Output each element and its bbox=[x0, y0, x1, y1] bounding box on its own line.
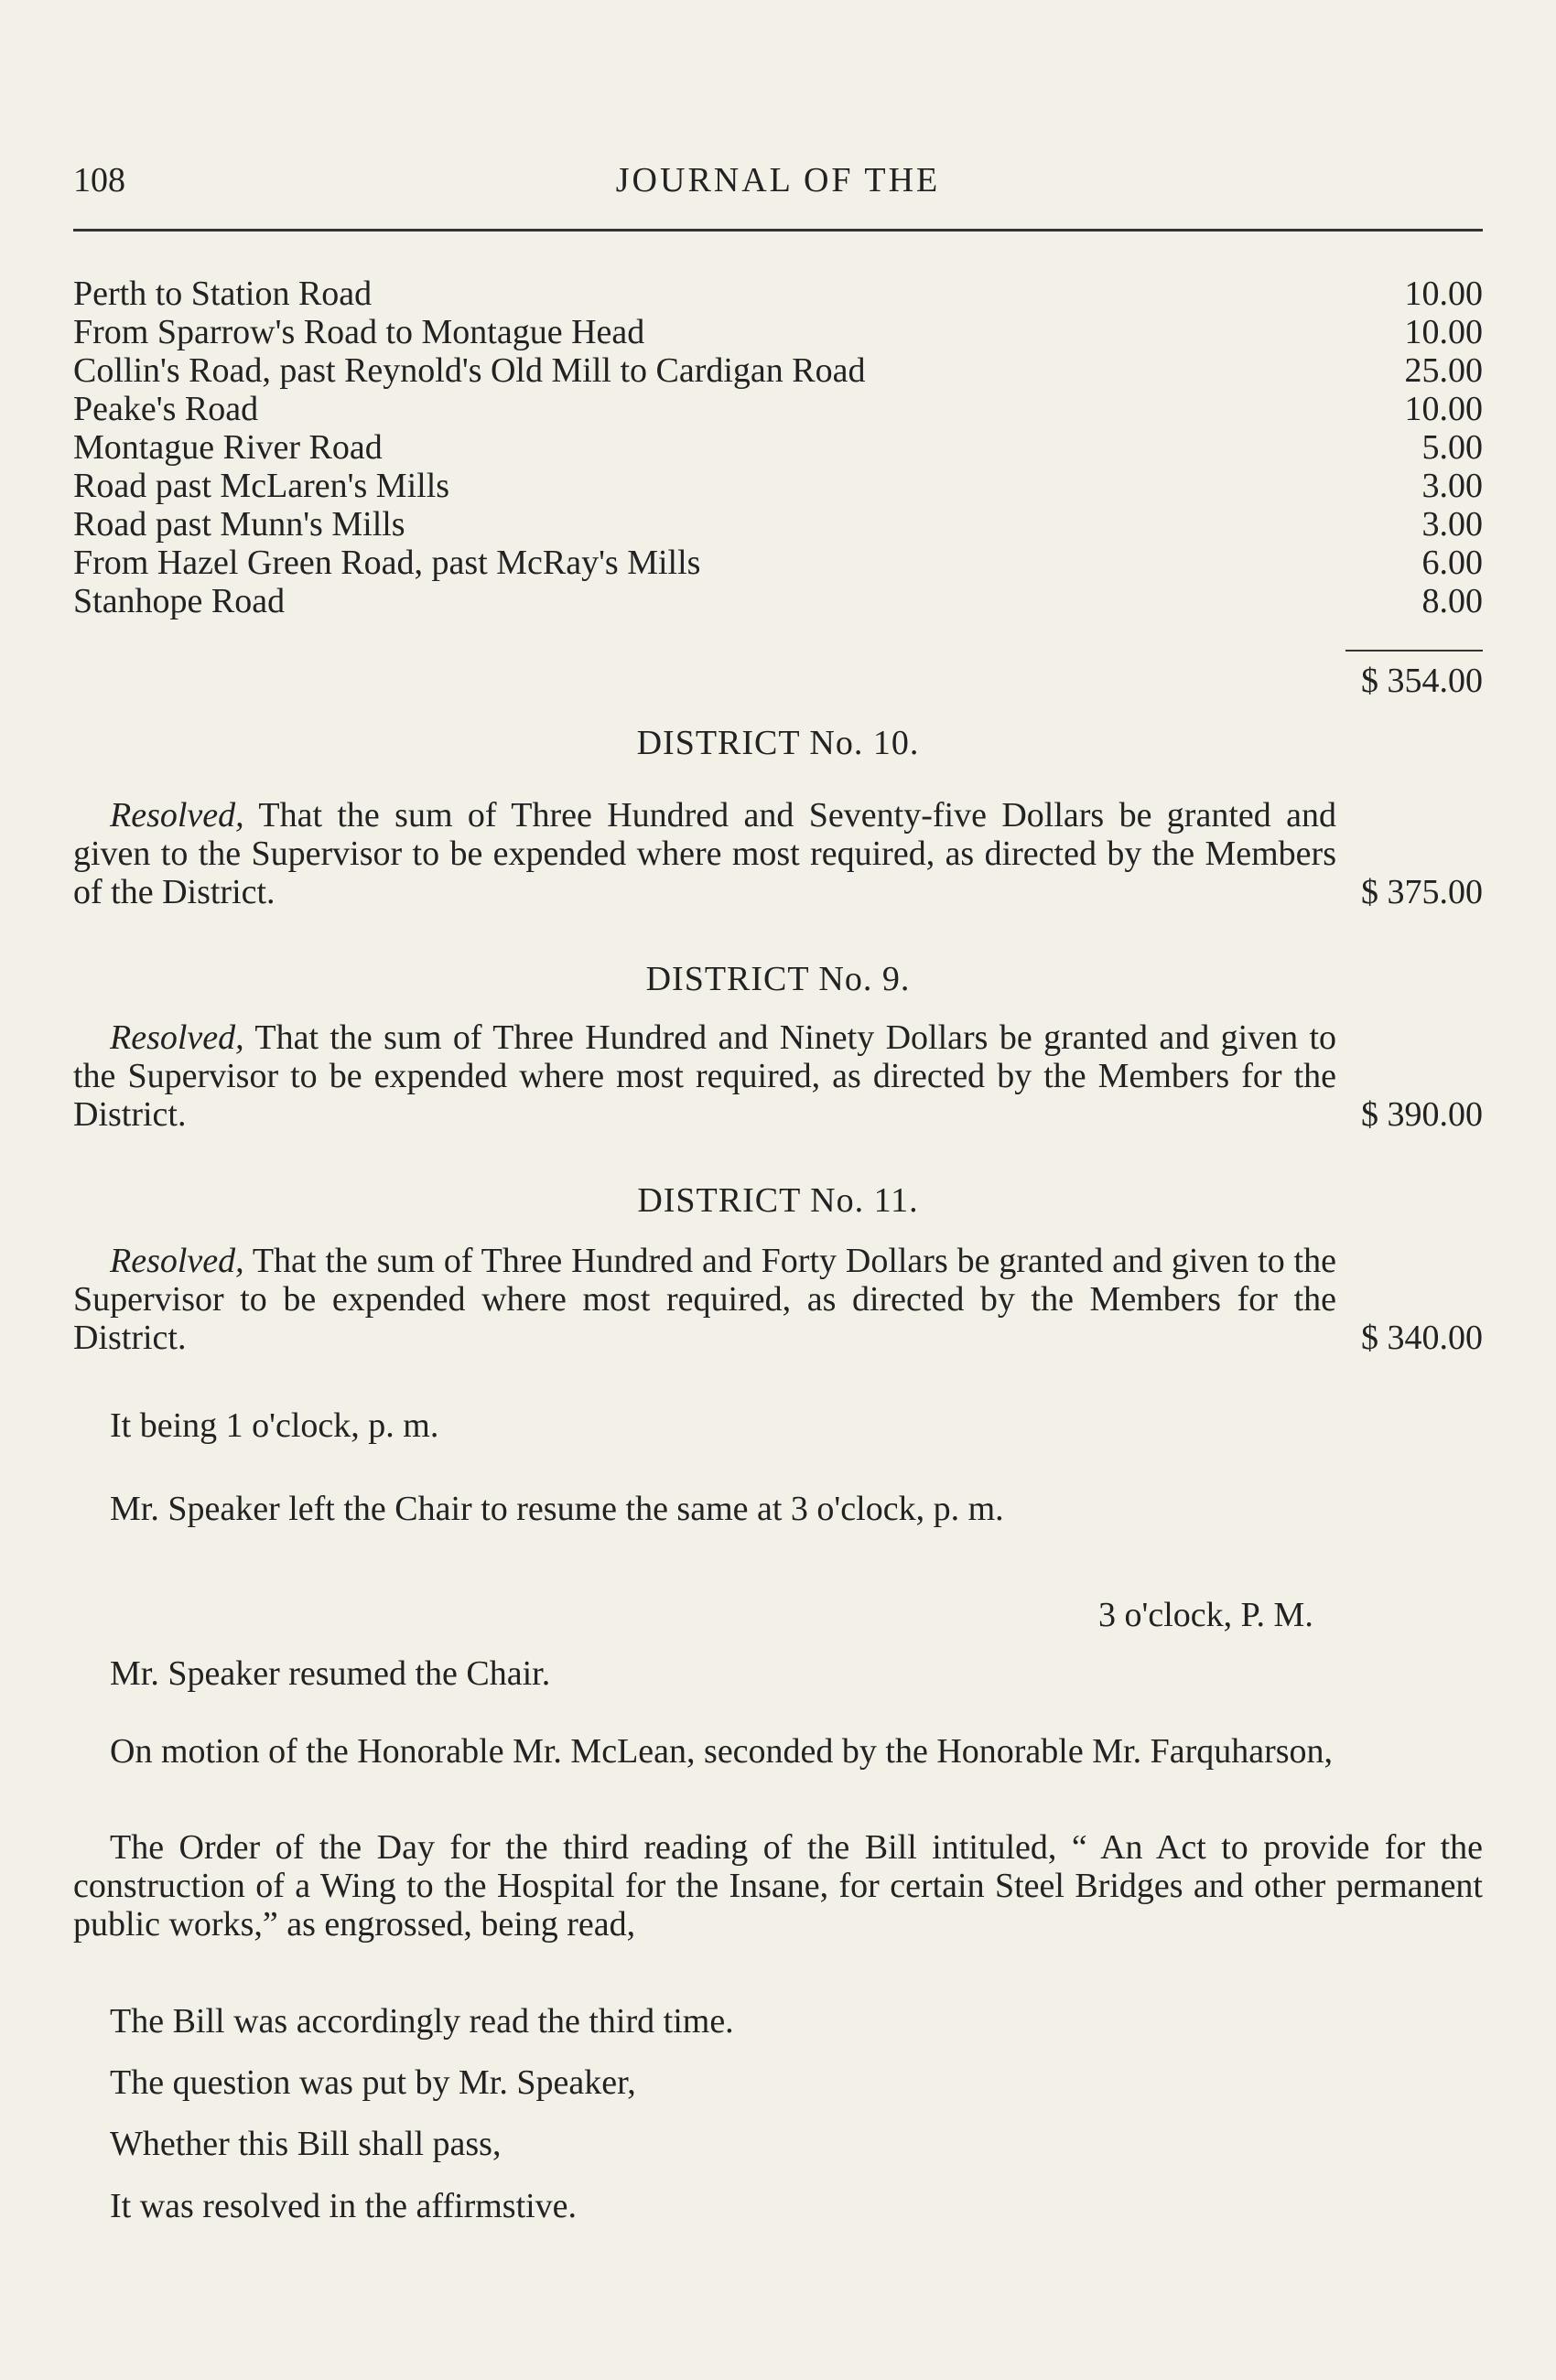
resolved-word: Resolved, bbox=[110, 1242, 244, 1280]
page-number: 108 bbox=[73, 161, 125, 199]
resolution-body: That the sum of Three Hundred and Forty Dollars be granted and given to the Supervisor to be expended where most required, as directed by the Members for the District. bbox=[73, 1242, 1336, 1357]
question-line: The question was put by Mr. Speaker, bbox=[110, 2063, 636, 2102]
district-10-heading: DISTRICT No. 10. bbox=[636, 724, 920, 762]
road-name: Perth to Station Road bbox=[73, 275, 373, 313]
one-oclock-line: It being 1 o'clock, p. m. bbox=[110, 1406, 439, 1445]
road-row bbox=[73, 275, 1483, 313]
resolved-word: Resolved, bbox=[110, 1018, 244, 1057]
road-amount: 25.00 bbox=[1404, 351, 1483, 390]
resolved-affirmative-line: It was resolved in the affirmstive. bbox=[110, 2187, 578, 2225]
road-amount: 3.00 bbox=[1421, 467, 1483, 505]
resolution-body: That the sum of Three Hundred and Seventy-five Dollars be granted and given to the Supervisor to be expended where most required, as directed by the Members of the District. bbox=[73, 796, 1336, 911]
district-9-amount: $ 390.00 bbox=[1361, 1095, 1483, 1134]
road-row bbox=[73, 582, 1483, 620]
read-third-line: The Bill was accordingly read the third time. bbox=[110, 2002, 734, 2041]
roads-total: $ 354.00 bbox=[1361, 662, 1483, 700]
road-row bbox=[73, 390, 1483, 428]
district-10-amount: $ 375.00 bbox=[1361, 873, 1483, 911]
road-name: Road past McLaren's Mills bbox=[73, 467, 450, 505]
resolution-text bbox=[73, 1242, 1336, 1357]
district-11-heading: DISTRICT No. 11. bbox=[637, 1181, 919, 1220]
district-11-amount: $ 340.00 bbox=[1361, 1319, 1483, 1357]
road-row bbox=[73, 313, 1483, 351]
road-name: From Hazel Green Road, past McRay's Mills bbox=[73, 544, 701, 582]
road-amount: 6.00 bbox=[1421, 544, 1483, 582]
speaker-resumed-line: Mr. Speaker resumed the Chair. bbox=[110, 1654, 551, 1693]
resolution-body: That the sum of Three Hundred and Ninety Dollars be granted and given to the Supervisor to be expended where most required, as directed by the Members for the District. bbox=[73, 1018, 1336, 1134]
road-amount: 3.00 bbox=[1421, 505, 1483, 544]
road-name: Collin's Road, past Reynold's Old Mill to Cardigan Road bbox=[73, 351, 866, 390]
motion-paragraph: On motion of the Honorable Mr. McLean, seconded by the Honorable Mr. Farquharson, bbox=[110, 1732, 1334, 1771]
page-header bbox=[73, 160, 1483, 206]
road-amount: 5.00 bbox=[1421, 428, 1483, 467]
road-name: Peake's Road bbox=[73, 390, 259, 428]
district-10-resolution bbox=[73, 796, 1483, 911]
road-amount: 10.00 bbox=[1404, 390, 1483, 428]
district-9-heading: DISTRICT No. 9. bbox=[645, 960, 911, 998]
road-row bbox=[73, 467, 1483, 505]
road-name: Road past Munn's Mills bbox=[73, 505, 405, 544]
resolved-word: Resolved, bbox=[110, 796, 244, 835]
district-11-resolution bbox=[73, 1242, 1483, 1357]
road-name: From Sparrow's Road to Montague Head bbox=[73, 313, 645, 351]
total-rule bbox=[1345, 650, 1483, 652]
order-of-day-paragraph: The Order of the Day for the third reading of the Bill intituled, “ An Act to provide for the construction of a Wing to the Hospital for the Insane, for certain Steel Bridges and other permanent public works,” as engrossed, being read, bbox=[73, 1828, 1483, 1944]
road-row bbox=[73, 428, 1483, 467]
road-name: Stanhope Road bbox=[73, 582, 286, 620]
road-amount: 8.00 bbox=[1421, 582, 1483, 620]
resolution-text bbox=[73, 1018, 1336, 1134]
road-row bbox=[73, 544, 1483, 582]
road-row bbox=[73, 351, 1483, 390]
speaker-left-line: Mr. Speaker left the Chair to resume the same at 3 o'clock, p. m. bbox=[110, 1490, 1004, 1528]
resolution-text bbox=[73, 796, 1336, 911]
road-name: Montague River Road bbox=[73, 428, 383, 467]
road-row bbox=[73, 505, 1483, 544]
road-amount: 10.00 bbox=[1404, 275, 1483, 313]
journal-page bbox=[73, 0, 1483, 2380]
whether-line: Whether this Bill shall pass, bbox=[110, 2125, 502, 2163]
three-oclock-line: 3 o'clock, P. M. bbox=[1098, 1596, 1313, 1634]
running-title: JOURNAL OF THE bbox=[615, 161, 941, 199]
road-list bbox=[73, 275, 1483, 620]
road-amount: 10.00 bbox=[1404, 313, 1483, 351]
district-9-resolution bbox=[73, 1018, 1483, 1134]
header-rule bbox=[73, 229, 1483, 232]
